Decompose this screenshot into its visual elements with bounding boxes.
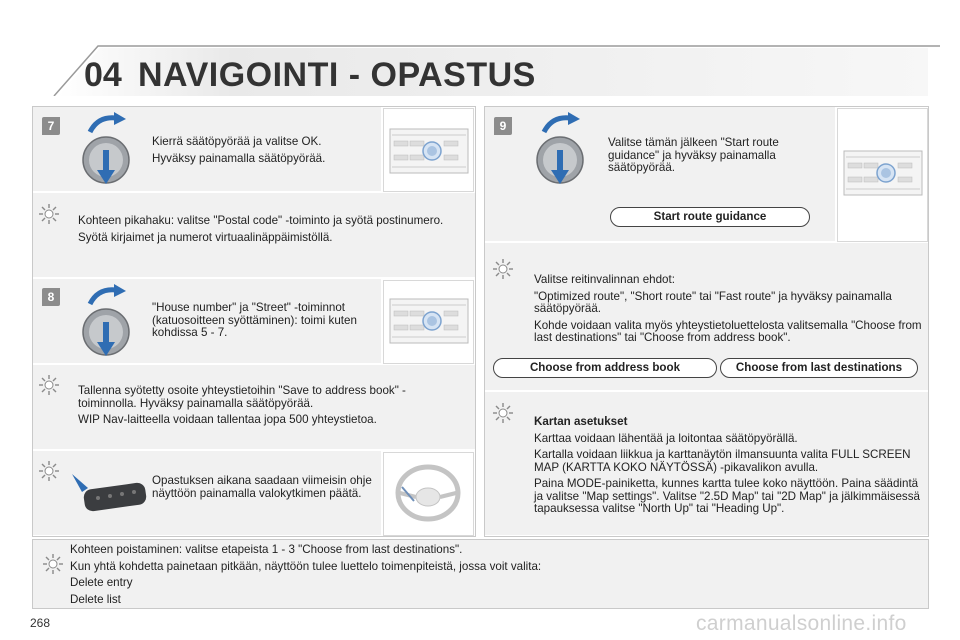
step-8-text: "House number" ja "Street" -toiminnot (katuosoitteen syöttäminen): toimi kuten kohdissa 5 - 7.	[152, 301, 357, 339]
chapter-number: 04	[84, 56, 122, 94]
step-badge-8: 8	[40, 286, 62, 308]
choose-from-address-book-button[interactable]: Choose from address book	[493, 358, 717, 378]
steering-wheel-image	[383, 452, 474, 536]
page-title: NAVIGOINTI - OPASTUS	[138, 56, 536, 94]
curved-arrow-icon	[544, 118, 570, 132]
knob-icon	[76, 284, 138, 362]
step-badge-9: 9	[492, 115, 514, 137]
map-settings-heading: Kartan asetukset	[534, 415, 628, 428]
tip-1-text: Kohteen pikahaku: valitse "Postal code" -toiminto ja syötä postinumero. Syötä kirjaimet ja numerot virtuaalinäppäimistöllä.	[78, 214, 444, 244]
radio-unit-icon	[384, 109, 473, 191]
knob-icon	[76, 112, 138, 190]
lightbulb-tip-icon	[42, 553, 64, 575]
tip-map-text: Kartan asetukset Karttaa voidaan lähentää ja loitontaa säätöpyörällä. Kartalla voidaan liikkua ja karttanäytön ilmansuunta valita FULL SCREEN MAP (KARTTA KOKO NÄYTÖSSÄ) -pikavalikon avulla. Paina MODE-painiketta, kunnes kartta tulee koko näyttöön. Paina säädintä ja valitse "Map settings". Valitse "2.5D Map" tai "2D Map" ja jälkimmäisessä tapauksessa valitse "North Up" tai "Heading Up".	[534, 416, 924, 520]
watermark: carmanualsonline.info	[696, 612, 907, 635]
radio-unit-image-8	[383, 280, 474, 364]
tip-route-text: Valitse reitinvalinnan ehdot: "Optimized route", "Short route" tai "Fast route" ja hyväksy painamalla säätöpyörää. Kohde voidaan valita myös yhteystietoluettelosta valitsemalla "Choose from last destinations" tai "Choose from address book".	[534, 273, 922, 344]
lightbulb-tip-icon	[492, 402, 514, 424]
lightbulb-tip-icon	[38, 203, 60, 225]
light-stalk-icon	[70, 470, 150, 522]
tip-3-text: Opastuksen aikana saadaan viimeisin ohje näyttöön painamalla valokytkimen päätä.	[152, 474, 372, 500]
down-arrow-icon	[103, 150, 109, 172]
choose-from-last-destinations-button[interactable]: Choose from last destinations	[720, 358, 918, 378]
down-arrow-icon	[103, 322, 109, 344]
step-9-text: Valitse tämän jälkeen "Start route guidance" ja hyväksy painamalla säätöpyörää.	[608, 136, 779, 174]
tip-2-text: Tallenna syötetty osoite yhteystietoihin "Save to address book" -toiminnolla. Hyväksy painamalla säätöpyörää. WIP Nav-laitteella voidaan tallentaa jopa 500 yhteystietoa.	[78, 384, 406, 426]
radio-unit-image-9	[837, 108, 928, 242]
step-7-text: Kierrä säätöpyörää ja valitse OK. Hyväksy painamalla säätöpyörää.	[152, 135, 326, 165]
down-arrow-icon	[557, 150, 563, 172]
bottom-text: Kohteen poistaminen: valitse etapeista 1 - 3 "Choose from last destinations". Kun yhtä kohdetta painetaan pitkään, näyttöön tulee luettelo toimenpiteistä, jossa voit valita: Delete entry Delete list	[70, 543, 542, 606]
curved-arrow-icon	[90, 118, 116, 132]
lightbulb-tip-icon	[492, 258, 514, 280]
radio-unit-icon	[384, 281, 473, 363]
lightbulb-tip-icon	[38, 460, 60, 482]
radio-unit-icon	[838, 109, 927, 241]
knob-icon	[530, 112, 592, 190]
steering-wheel-icon	[384, 453, 473, 535]
start-route-guidance-button[interactable]: Start route guidance	[610, 207, 810, 227]
lightbulb-tip-icon	[38, 374, 60, 396]
curved-arrow-icon	[90, 290, 116, 304]
page-number: 268	[30, 616, 51, 630]
step-badge-7: 7	[40, 115, 62, 137]
radio-unit-image-7	[383, 108, 474, 192]
